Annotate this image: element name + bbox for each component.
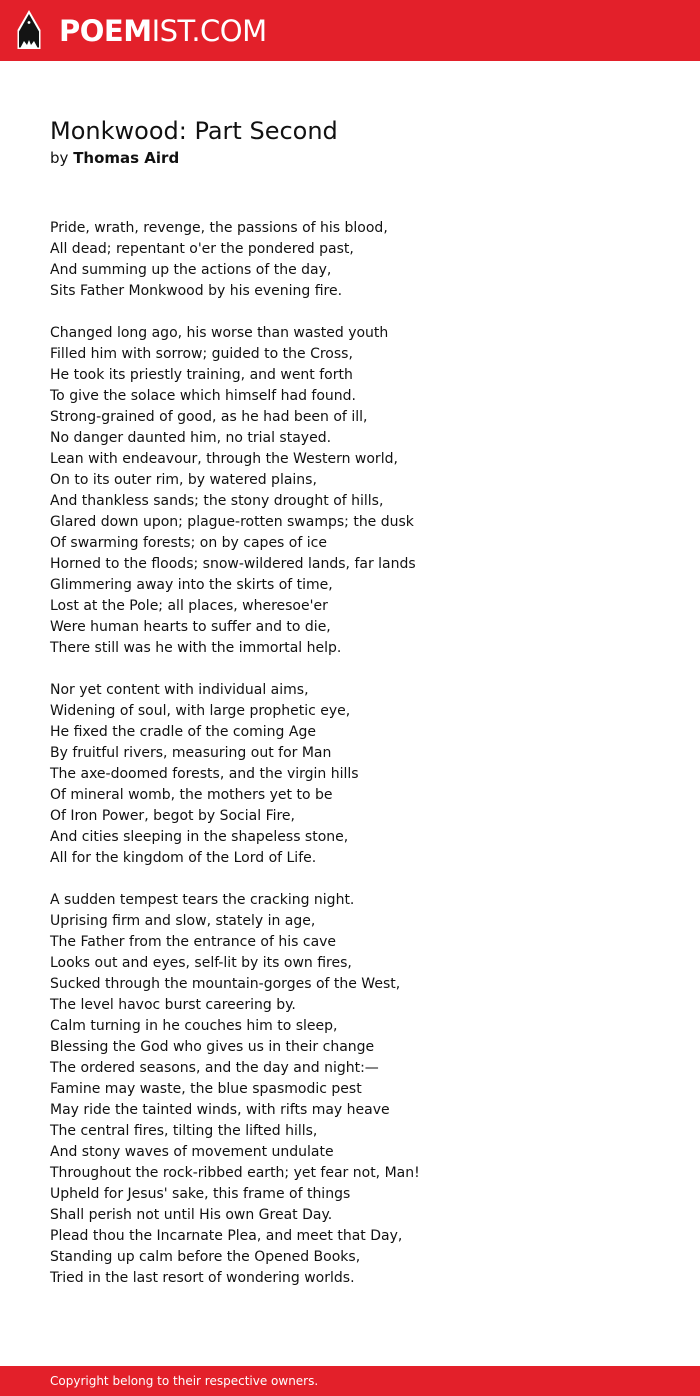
site-header (0, 0, 700, 61)
poem-line: The ordered seasons, and the day and night:— (50, 1060, 379, 1076)
poem-line: Widening of soul, with large prophetic eye, (50, 703, 351, 719)
poem-line: Calm turning in he couches him to sleep, (50, 1018, 338, 1034)
poem-line: Shall perish not until His own Great Day. (50, 1207, 333, 1223)
site-footer (0, 1366, 700, 1396)
poem-line: He fixed the cradle of the coming Age (50, 724, 316, 740)
poem-line: The axe-doomed forests, and the virgin hills (50, 766, 359, 782)
poem-line: Glimmering away into the skirts of time, (50, 577, 333, 593)
poem-line: Glared down upon; plague-rotten swamps; the dusk (50, 514, 414, 530)
poem-line: Nor yet content with individual aims, (50, 682, 309, 698)
poem-line: Blessing the God who gives us in their change (50, 1039, 375, 1055)
logo-bold-text: POEM (59, 14, 152, 48)
poem-line: Strong-grained of good, as he had been of ill, (50, 409, 368, 425)
poem-line: To give the solace which himself had found. (50, 388, 357, 404)
poem-line: And thankless sands; the stony drought of hills, (50, 493, 384, 509)
poem-line: Sucked through the mountain-gorges of the West, (50, 976, 401, 992)
poem-line: And stony waves of movement undulate (50, 1144, 334, 1160)
logo-light-text: IST.COM (151, 14, 267, 48)
poem-line: Pride, wrath, revenge, the passions of his blood, (50, 220, 388, 236)
poem-stanza (50, 323, 670, 659)
poem-heading (50, 115, 670, 169)
by-label: by (50, 149, 69, 167)
poem-line: Sits Father Monkwood by his evening fire. (50, 283, 343, 299)
poem-line: A sudden tempest tears the cracking night. (50, 892, 355, 908)
poem-line: Upheld for Jesus' sake, this frame of things (50, 1186, 351, 1202)
poem-stanza (50, 680, 670, 869)
poem-line: The Father from the entrance of his cave (50, 934, 337, 950)
poem-line: Changed long ago, his worse than wasted youth (50, 325, 389, 341)
poem-line: The level havoc burst careering by. (50, 997, 296, 1013)
poem-line: Lost at the Pole; all places, wheresoe'er (50, 598, 328, 614)
poem-line: Uprising firm and slow, stately in age, (50, 913, 316, 929)
poem-line: Famine may waste, the blue spasmodic pest (50, 1081, 362, 1097)
poem-stanza (50, 890, 670, 1289)
poem-stanza (50, 218, 670, 302)
poem-line: Of mineral womb, the mothers yet to be (50, 787, 333, 803)
poem-line: Filled him with sorrow; guided to the Cross, (50, 346, 353, 362)
poem-byline (50, 147, 670, 169)
site-logo-link[interactable] (16, 9, 267, 53)
poem-line: Standing up calm before the Opened Books, (50, 1249, 361, 1265)
poem-line: All for the kingdom of the Lord of Life. (50, 850, 317, 866)
copyright-text: Copyright belong to their respective owners. (50, 1374, 319, 1388)
poem-line: All dead; repentant o'er the pondered past, (50, 241, 354, 257)
poem-line: Of swarming forests; on by capes of ice (50, 535, 327, 551)
author-link[interactable]: Thomas Aird (73, 149, 180, 167)
poem-line: May ride the tainted winds, with rifts may heave (50, 1102, 390, 1118)
poem-line: And cities sleeping in the shapeless stone, (50, 829, 349, 845)
pencil-icon (16, 10, 42, 52)
poem-line: There still was he with the immortal help. (50, 640, 342, 656)
poem-line: By fruitful rivers, measuring out for Man (50, 745, 332, 761)
poem-line: Throughout the rock-ribbed earth; yet fear not, Man! (50, 1165, 420, 1181)
poem-line: Tried in the last resort of wondering worlds. (50, 1270, 355, 1286)
poem-line: Lean with endeavour, through the Western world, (50, 451, 398, 467)
poem-line: Looks out and eyes, self-lit by its own fires, (50, 955, 352, 971)
poem-line: No danger daunted him, no trial stayed. (50, 430, 332, 446)
poem-line: And summing up the actions of the day, (50, 262, 332, 278)
poem-line: Plead thou the Incarnate Plea, and meet that Day, (50, 1228, 403, 1244)
poem-body (50, 218, 670, 1310)
poem-line: The central fires, tilting the lifted hills, (50, 1123, 318, 1139)
poem-line: Horned to the floods; snow-wildered lands, far lands (50, 556, 416, 572)
poem-line: Of Iron Power, begot by Social Fire, (50, 808, 295, 824)
site-logo-text (59, 9, 267, 53)
poem-line: Were human hearts to suffer and to die, (50, 619, 331, 635)
poem-line: He took its priestly training, and went forth (50, 367, 353, 383)
poem-title: Monkwood: Part Second (50, 117, 338, 145)
poem-line: On to its outer rim, by watered plains, (50, 472, 317, 488)
